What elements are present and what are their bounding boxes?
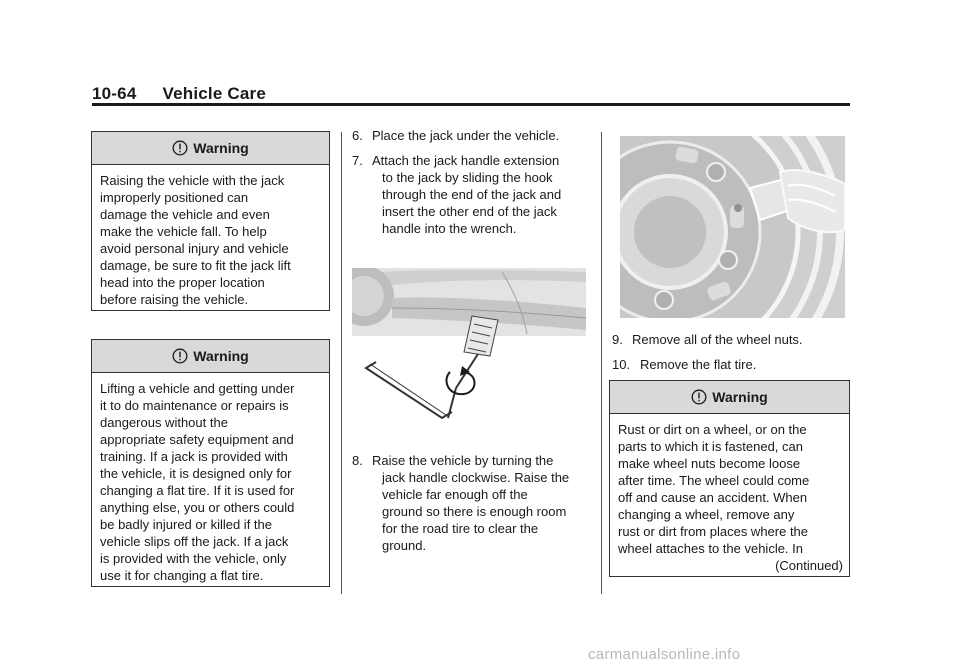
warning-text (92, 165, 329, 314)
section-title: Vehicle Care (162, 84, 267, 103)
warning-line: head into the proper location (100, 275, 265, 290)
step-line: to the jack by sliding the hook (382, 170, 553, 185)
steps-6-7 (352, 127, 592, 245)
warning-heading: Warning (193, 348, 249, 364)
step-number: 9. (612, 332, 623, 347)
warning-icon (172, 348, 188, 364)
warning-line: is provided with the vehicle, only (100, 551, 287, 566)
wheel-drawing (620, 136, 845, 318)
step-line: Raise the vehicle by turning the (372, 453, 554, 468)
step-10 (612, 356, 852, 373)
warning-line: training. If a jack is provided with (100, 449, 288, 464)
wheel-nut-illustration (620, 136, 845, 318)
warning-icon (172, 140, 188, 156)
header-rule (92, 103, 850, 106)
warning-line: after time. The wheel could come (618, 473, 810, 488)
warning-line: Lifting a vehicle and getting under (100, 381, 295, 396)
warning-line: off and cause an accident. When (618, 490, 808, 505)
warning-header (610, 381, 849, 414)
warning-line: vehicle slips off the jack. If a jack (100, 534, 289, 549)
warning-heading: Warning (193, 140, 249, 156)
warning-box-jack-position (91, 131, 330, 311)
step-line: ground so there is enough room (382, 504, 567, 519)
warning-line: be badly injured or killed if the (100, 517, 272, 532)
step-line: handle into the wrench. (382, 221, 517, 236)
warning-line: use it for changing a flat tire. (100, 568, 264, 583)
warning-line: anything else, you or others could (100, 500, 295, 515)
page-header (92, 84, 266, 104)
step-text: Remove all of the wheel nuts. (632, 332, 803, 347)
warning-line: Rust or dirt on a wheel, or on the (618, 422, 807, 437)
step-line: jack handle clockwise. Raise the (382, 470, 570, 485)
warning-header (92, 340, 329, 373)
step-text (372, 452, 592, 554)
step-9 (612, 331, 852, 348)
warning-line: damage, be sure to fit the jack lift (100, 258, 291, 273)
warning-line: the vehicle, it is designed only for (100, 466, 292, 481)
warning-icon (691, 389, 707, 405)
warning-box-lifting (91, 339, 330, 587)
continued-label: (Continued) (775, 558, 843, 573)
step-line: for the road tire to clear the (382, 521, 539, 536)
step-line: through the end of the jack and (382, 187, 562, 202)
jack-drawing (352, 268, 586, 428)
warning-line: changing a wheel, remove any (618, 507, 795, 522)
column-divider-1 (341, 132, 342, 594)
step-line: insert the other end of the jack (382, 204, 557, 219)
warning-line: damage the vehicle and even (100, 207, 270, 222)
step-8 (352, 452, 592, 554)
step-text: Place the jack under the vehicle. (372, 128, 560, 143)
step-text (372, 152, 592, 237)
step-7 (352, 152, 592, 237)
warning-heading: Warning (712, 389, 768, 405)
step-8-block (352, 452, 592, 562)
column-divider-2 (601, 132, 602, 594)
step-line: Attach the jack handle extension (372, 153, 560, 168)
step-text: Remove the flat tire. (640, 357, 757, 372)
warning-line: improperly positioned can (100, 190, 249, 205)
warning-line: dangerous without the (100, 415, 228, 430)
warning-line: wheel attaches to the vehicle. In (618, 541, 804, 556)
warning-line: avoid personal injury and vehicle (100, 241, 289, 256)
page-number: 10-64 (92, 84, 137, 103)
warning-line: appropriate safety equipment and (100, 432, 294, 447)
step-number: 6. (352, 128, 363, 143)
step-number: 8. (352, 453, 363, 468)
step-line: vehicle far enough off the (382, 487, 528, 502)
step-number: 7. (352, 153, 363, 168)
step-6 (352, 127, 592, 144)
warning-line: before raising the vehicle. (100, 292, 249, 307)
warning-text (610, 414, 849, 557)
step-number: 10. (612, 357, 631, 372)
warning-line: it to do maintenance or repairs is (100, 398, 289, 413)
warning-line: changing a flat tire. If it is used for (100, 483, 295, 498)
warning-box-rust-dirt (609, 380, 850, 577)
watermark-text: carmanualsonline.info (588, 646, 741, 663)
warning-line: make the vehicle fall. To help (100, 224, 267, 239)
warning-line: make wheel nuts become loose (618, 456, 801, 471)
warning-line: Raising the vehicle with the jack (100, 173, 285, 188)
warning-header (92, 132, 329, 165)
step-line: ground. (382, 538, 427, 553)
warning-text (92, 373, 329, 590)
steps-9-10 (612, 331, 852, 381)
jack-illustration (352, 268, 586, 428)
warning-line: rust or dirt from places where the (618, 524, 809, 539)
warning-line: parts to which it is fastened, can (618, 439, 803, 454)
